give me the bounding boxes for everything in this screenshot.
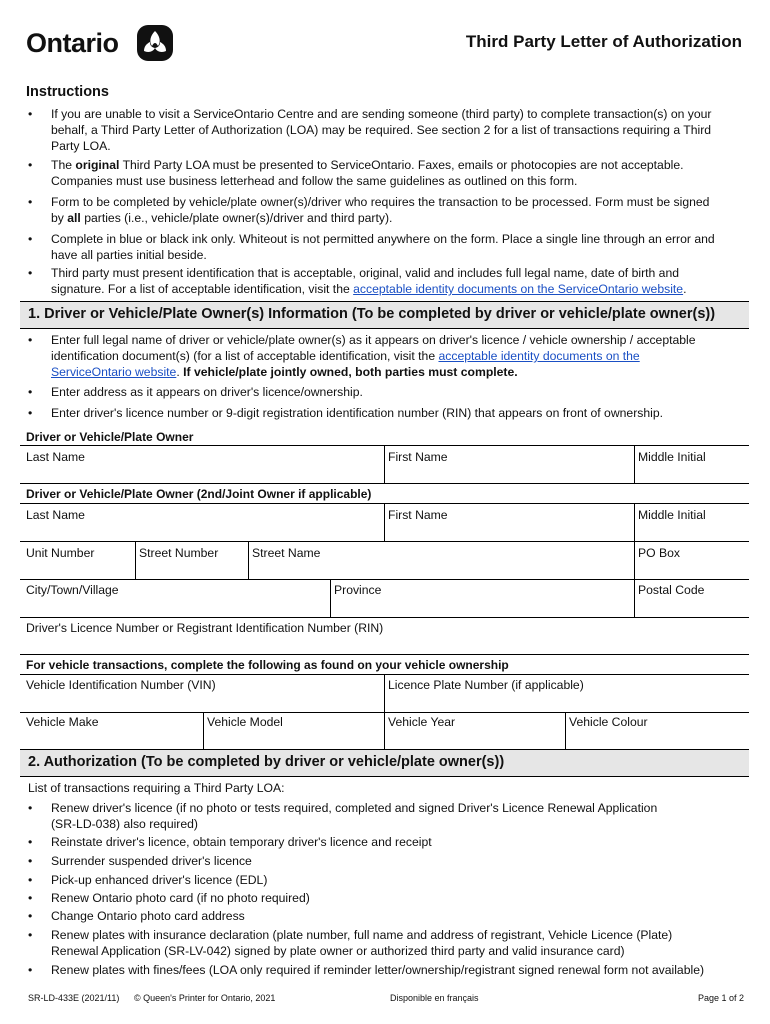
street-number-field[interactable]: Street Number bbox=[139, 546, 219, 560]
section-1-bullet-2: Enter address as it appears on driver's licence/ownership. bbox=[51, 385, 363, 399]
instruction-item-1: If you are unable to visit a ServiceOntario Centre and are sending someone (third party) to complete transaction(s) on your behalf, a Third Party Letter of Authorization (LOA) may be required. See section 2 for a list of transactions requiring a Third Party LOA. bbox=[51, 107, 712, 153]
section-1-header bbox=[20, 301, 749, 329]
licence-rin-field[interactable]: Driver's Licence Number or Registrant Identification Number (RIN) bbox=[26, 621, 384, 635]
owner-2-last-name-field[interactable]: Last Name bbox=[26, 508, 85, 522]
transaction-item: Renew plates with fines/fees (LOA only required if reminder letter/ownership/registrant signed renewal form not available) bbox=[51, 963, 705, 977]
serviceontario-website-link[interactable]: ServiceOntario website bbox=[51, 365, 177, 379]
section-1-bullet-1: Enter full legal name of driver or vehicle/plate owner(s) as it appears on driver's licence / vehicle ownership / acceptable identification document(s) (for a list of acceptable identification, visit the acceptable identity documents on the ServiceOntario website. If vehicle/plate jointly owned, both parties must complete. bbox=[51, 333, 696, 379]
street-name-field[interactable]: Street Name bbox=[252, 546, 321, 560]
owner-1-middle-initial-field[interactable]: Middle Initial bbox=[638, 450, 706, 464]
city-field[interactable]: City/Town/Village bbox=[26, 583, 119, 597]
bullet: • bbox=[28, 963, 33, 977]
po-box-field[interactable]: PO Box bbox=[638, 546, 680, 560]
vehicle-section-label: For vehicle transactions, complete the following as found on your vehicle ownership bbox=[26, 658, 509, 672]
vehicle-year-field[interactable]: Vehicle Year bbox=[388, 715, 456, 729]
bullet: • bbox=[28, 232, 33, 246]
owner-1-first-name-field[interactable]: First Name bbox=[388, 450, 448, 464]
instruction-item-4: Complete in blue or black ink only. Whiteout is not permitted anywhere on the form. Place a single line through an error and have all parties initial beside. bbox=[51, 232, 715, 262]
page-number: Page 1 of 2 bbox=[697, 993, 744, 1003]
transaction-item: Surrender suspended driver's licence bbox=[51, 854, 252, 868]
identity-documents-link[interactable]: acceptable identity documents on the ServiceOntario website bbox=[353, 282, 684, 296]
bullet: • bbox=[28, 928, 33, 942]
section-1-title: 1. Driver or Vehicle/Plate Owner(s) Information (To be completed by driver or vehicle/plate owner(s)) bbox=[28, 306, 716, 322]
transaction-item: Reinstate driver's licence, obtain temporary driver's licence and receipt bbox=[51, 835, 432, 849]
copyright: © Queen's Printer for Ontario, 2021 bbox=[134, 993, 276, 1003]
identity-documents-link-2[interactable]: acceptable identity documents on the bbox=[438, 349, 640, 363]
bullet: • bbox=[28, 835, 33, 849]
vehicle-make-field[interactable]: Vehicle Make bbox=[26, 715, 99, 729]
postal-code-field[interactable]: Postal Code bbox=[638, 583, 705, 597]
licence-plate-field[interactable]: Licence Plate Number (if applicable) bbox=[388, 678, 584, 692]
bullet: • bbox=[28, 107, 33, 121]
section-2-header bbox=[20, 749, 749, 777]
section-1-bullet-3: Enter driver's licence number or 9-digit registration identification number (RIN) that appears on front of ownership. bbox=[51, 406, 663, 420]
bullet: • bbox=[28, 873, 33, 887]
transaction-item: Renew Ontario photo card (if no photo required) bbox=[51, 891, 310, 905]
owner-1-last-name-field[interactable]: Last Name bbox=[26, 450, 85, 464]
vehicle-model-field[interactable]: Vehicle Model bbox=[207, 715, 283, 729]
bullet: • bbox=[28, 854, 33, 868]
owner-2-middle-initial-field[interactable]: Middle Initial bbox=[638, 508, 706, 522]
owner-2-label: Driver or Vehicle/Plate Owner (2nd/Joint Owner if applicable) bbox=[26, 487, 372, 501]
transaction-item: Pick-up enhanced driver's licence (EDL) bbox=[51, 873, 268, 887]
transaction-item: Renew plates with insurance declaration (plate number, full name and address of registrant, Vehicle Licence (Plate) Renewal Application (SR-LV-042) signed by plate owner or authorized third party and valid insurance card) bbox=[51, 928, 673, 958]
bullet: • bbox=[28, 801, 33, 815]
transaction-item: Change Ontario photo card address bbox=[51, 909, 245, 923]
bullet: • bbox=[28, 333, 33, 347]
bullet: • bbox=[28, 195, 33, 209]
instructions-heading: Instructions bbox=[26, 84, 109, 100]
section-2-title: 2. Authorization (To be completed by driver or vehicle/plate owner(s)) bbox=[28, 754, 505, 770]
bullet: • bbox=[28, 406, 33, 420]
french-availability: Disponible en français bbox=[390, 993, 479, 1003]
instruction-item-5: Third party must present identification that is acceptable, original, valid and includes full legal name, date of birth and signature. For a list of acceptable identification, visit the acceptable identity documents on the ServiceOntario website. bbox=[51, 266, 687, 296]
unit-number-field[interactable]: Unit Number bbox=[26, 546, 95, 560]
owner-2-first-name-field[interactable]: First Name bbox=[388, 508, 448, 522]
bullet: • bbox=[28, 891, 33, 905]
vehicle-colour-field[interactable]: Vehicle Colour bbox=[569, 715, 648, 729]
document-title: Third Party Letter of Authorization bbox=[465, 32, 742, 51]
bullet: • bbox=[28, 158, 33, 172]
section-2-intro: List of transactions requiring a Third Party LOA: bbox=[28, 781, 285, 795]
bullet: • bbox=[28, 909, 33, 923]
ontario-logo-text: Ontario bbox=[26, 28, 119, 58]
trillium-logo-icon bbox=[136, 24, 174, 62]
province-field[interactable]: Province bbox=[334, 583, 382, 597]
transaction-item: Renew driver's licence (if no photo or tests required, completed and signed Driver's Licence Renewal Application (SR-LD-038) also required) bbox=[51, 801, 658, 831]
owner-1-label: Driver or Vehicle/Plate Owner bbox=[26, 430, 194, 444]
form-id: SR-LD-433E (2021/11) bbox=[28, 993, 120, 1003]
bullet: • bbox=[28, 385, 33, 399]
vin-field[interactable]: Vehicle Identification Number (VIN) bbox=[26, 678, 216, 692]
instruction-item-2: The original Third Party LOA must be presented to ServiceOntario. Faxes, emails or photocopies are not acceptable. Companies must use business letterhead and follow the same guidelines as outlined on this form. bbox=[51, 158, 684, 188]
bullet: • bbox=[28, 266, 33, 280]
instruction-item-3: Form to be completed by vehicle/plate owner(s)/driver who requires the transaction to be processed. Form must be signed by all parties (i.e., vehicle/plate owner(s)/driver and third party). bbox=[51, 195, 710, 225]
